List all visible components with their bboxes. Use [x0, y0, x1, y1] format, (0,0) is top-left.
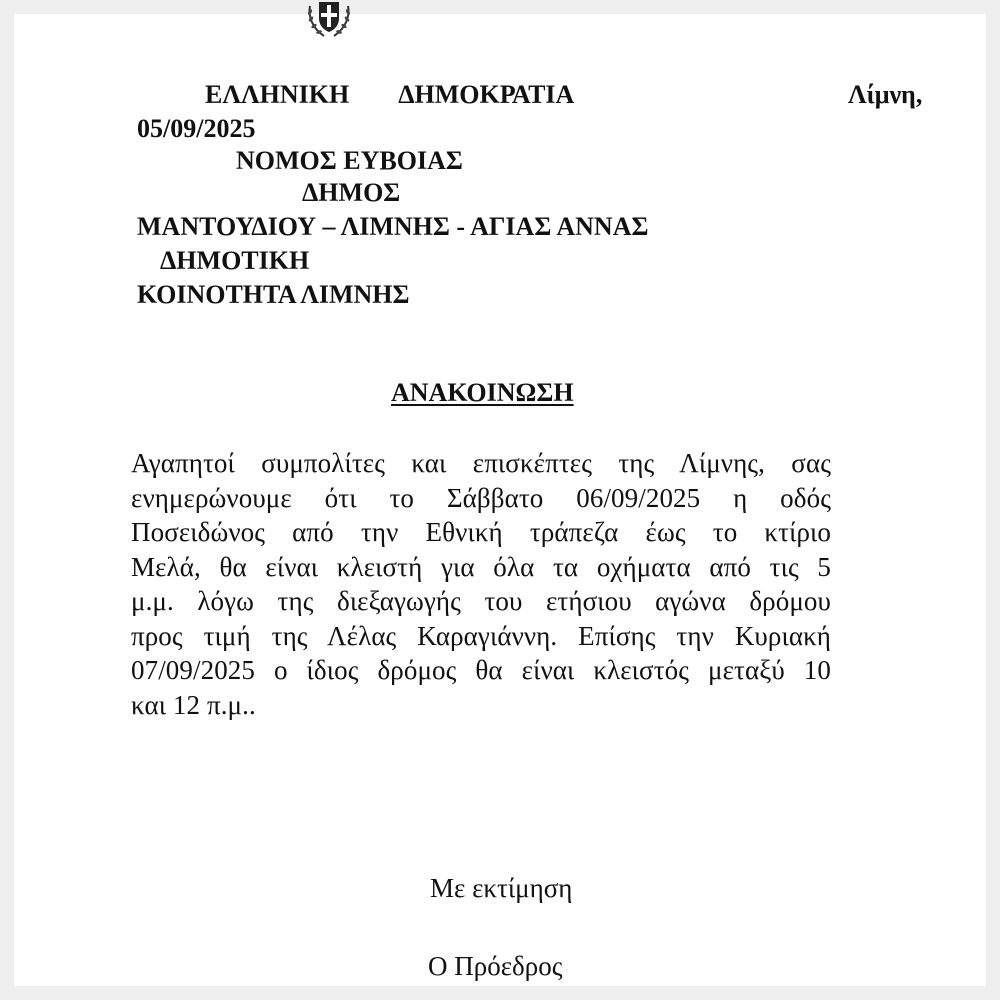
body-line: μ.μ. λόγω της διεξαγωγής του ετήσιου αγώνα δρόμου — [131, 586, 831, 616]
body-line: Αγαπητοί συμπολίτες και επισκέπτες της Λίμνης, σας — [131, 448, 831, 478]
municipality-heading-line1: ΔΗΜΟΣ — [302, 178, 401, 207]
body-line: 07/09/2025 ο ίδιος δρόμος θα είναι κλειστός μεταξύ 10 — [131, 655, 831, 685]
body-line: Μελά, θα είναι κλειστή για όλα τα οχήματα από τις 5 — [131, 551, 831, 582]
place-name: Λίμνη, — [848, 80, 923, 109]
closing-salutation: Με εκτίμηση — [430, 873, 573, 903]
community-heading-line2: ΚΟΙΝΟΤΗΤΑ ΛΙΜΝΗΣ — [137, 280, 410, 309]
body-line: ενημερώνουμε ότι το Σάββατο 06/09/2025 η οδός — [131, 482, 831, 513]
document-date: 05/09/2025 — [137, 114, 256, 143]
body-line: προς τιμή της Λέλας Καραγιάννη. Επίσης την Κυριακή — [131, 620, 831, 651]
municipality-heading-line2: ΜΑΝΤΟΥΔΙΟΥ – ΛΙΜΝΗΣ - ΑΓΙΑΣ ΑΝΝΑΣ — [137, 212, 649, 241]
greek-coat-of-arms-icon — [302, 0, 356, 40]
announcement-body — [131, 446, 831, 722]
body-line: Ποσειδώνος από την Εθνική τράπεζα έως το κτίριο — [131, 517, 831, 547]
signatory-title: Ο Πρόεδρος — [428, 951, 563, 981]
community-heading-line1: ΔΗΜΟΤΙΚΗ — [160, 246, 310, 275]
prefecture-heading: ΝΟΜΟΣ ΕΥΒΟΙΑΣ — [236, 146, 463, 175]
republic-heading: ΕΛΛΗΝΙΚΗ ΔΗΜΟΚΡΑΤΙΑ — [205, 80, 575, 109]
body-line: και 12 π.μ.. — [131, 689, 256, 720]
announcement-title: ΑΝΑΚΟΙΝΩΣΗ — [391, 378, 574, 407]
